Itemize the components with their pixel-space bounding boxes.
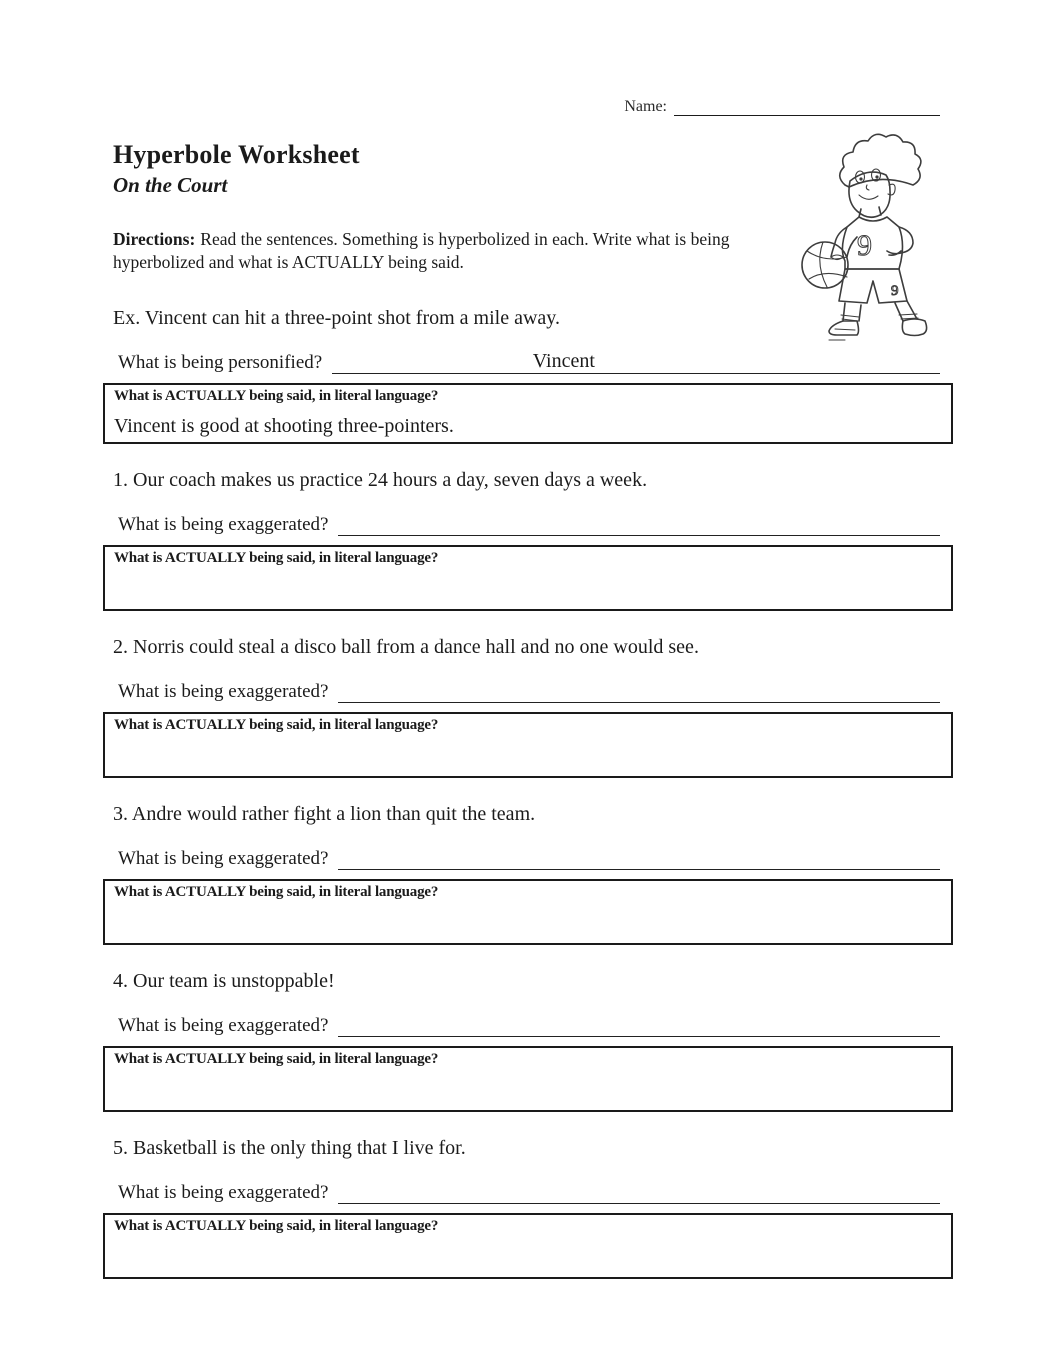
example-sentence: Ex. Vincent can hit a three-point shot from a mile away. [113,307,560,329]
answer-box-header: What is ACTUALLY being said, in literal language? [114,1051,439,1067]
prompt-row [118,848,940,870]
name-label: Name: [624,98,667,115]
prompt-label: What is being exaggerated? [118,514,329,535]
answer-box [103,1213,953,1279]
prompt-label: What is being exaggerated? [118,681,329,702]
name-row [113,98,940,116]
answer-box-header: What is ACTUALLY being said, in literal language? [114,550,439,566]
answer-blank-line [338,1183,940,1204]
question-block-1 [113,467,940,611]
answer-box [103,545,953,611]
question-sentence: 3. Andre would rather fight a lion than quit the team. [113,803,536,825]
prompt-row [118,681,940,703]
name-blank-line [674,98,940,116]
prompt-row [118,1015,940,1037]
answer-blank-line [338,1016,940,1037]
prompt-row [118,1182,940,1204]
example-answer-line [332,350,940,374]
answer-box [103,712,953,778]
prompt-label: What is being exaggerated? [118,848,329,869]
answer-box-header: What is ACTUALLY being said, in literal language? [114,884,439,900]
question-sentence: 5. Basketball is the only thing that I live for. [113,1137,466,1159]
directions-text: Read the sentences. Something is hyperbolized in each. Write what is being hyperbolized and what is ACTUALLY being said. [113,229,730,272]
question-sentence: 4. Our team is unstoppable! [113,970,335,992]
example-prompt-row [118,352,940,374]
answer-blank-line [338,515,940,536]
page-title: Hyperbole Worksheet [113,140,360,169]
question-sentence: 2. Norris could steal a disco ball from a dance hall and no one would see. [113,636,699,658]
example-prompt-label: What is being personified? [118,352,323,373]
basketball-boy-illustration [795,133,1010,348]
example-answer-box [103,383,953,444]
svg-text:9: 9 [857,229,872,262]
question-block-3 [113,801,940,945]
question-block-5 [113,1135,940,1279]
answer-blank-line [338,849,940,870]
directions-label: Directions: [113,229,196,249]
question-sentence: 1. Our coach makes us practice 24 hours a day, seven days a week. [113,469,648,491]
directions [113,228,745,274]
answer-box-header: What is ACTUALLY being said, in literal language? [114,717,439,733]
answer-box-header: What is ACTUALLY being said, in literal language? [114,1218,439,1234]
page-subtitle: On the Court [113,173,228,197]
example-line-answer: Vincent [532,350,595,372]
answer-box [103,1046,953,1112]
prompt-row [118,514,940,536]
question-block-4 [113,968,940,1112]
svg-text:9: 9 [891,283,899,299]
prompt-label: What is being exaggerated? [118,1182,329,1203]
prompt-label: What is being exaggerated? [118,1015,329,1036]
answer-blank-line [338,682,940,703]
answer-box-header: What is ACTUALLY being said, in literal language? [114,388,439,404]
answer-box [103,879,953,945]
example-box-answer: Vincent is good at shooting three-pointers. [114,415,454,437]
question-block-2 [113,634,940,778]
